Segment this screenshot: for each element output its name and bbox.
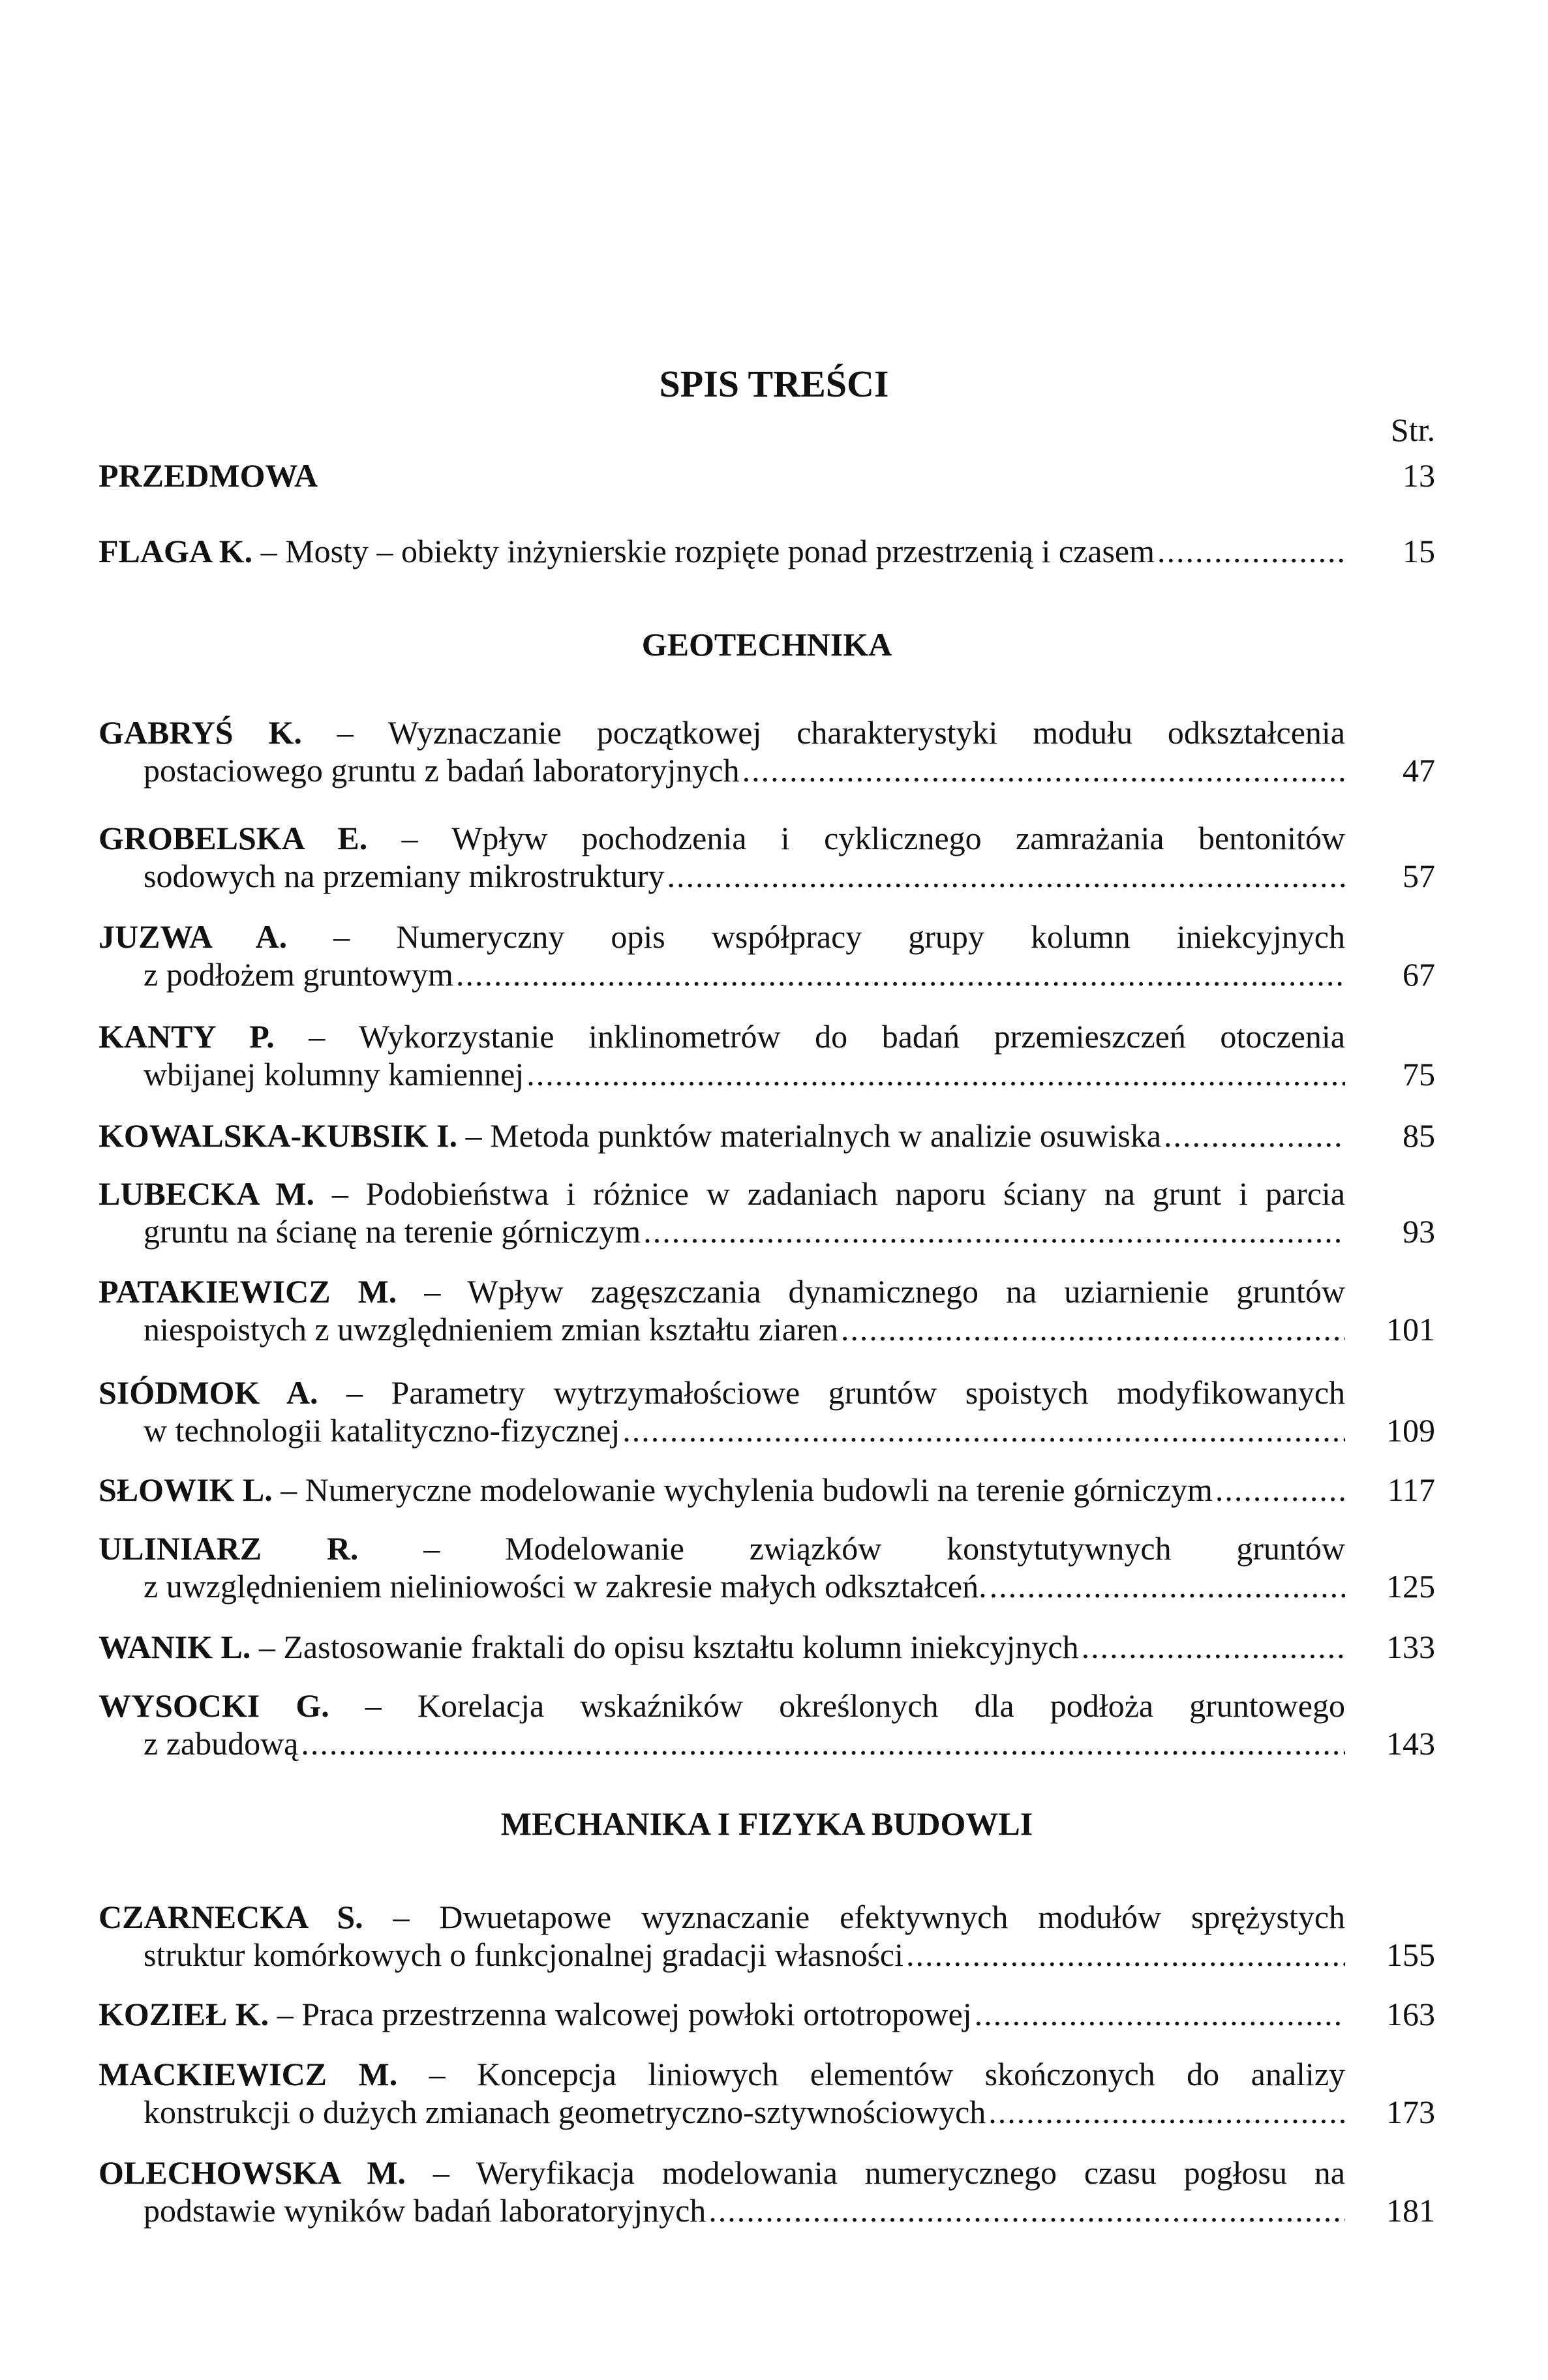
entry-title: Weryfikacja modelowania numerycznego czasu pogłosu na: [476, 2154, 1345, 2191]
entry-title-continued: konstrukcji o dużych zmianach geometryczno-sztywnościowych: [144, 2094, 986, 2130]
page-number: 67: [1403, 956, 1435, 993]
page-number: 133: [1386, 1629, 1435, 1665]
entry-author: JUZWA A.: [99, 918, 288, 955]
entry-title-continued: niespoistych z uwzględnieniem zmian kształtu ziaren: [144, 1311, 838, 1348]
toc-entry[interactable]: [99, 1628, 1435, 1666]
toc-entry[interactable]: [99, 2154, 1435, 2229]
entry-author: FLAGA K.: [99, 533, 253, 569]
page-number: 75: [1403, 1056, 1435, 1092]
dash: –: [393, 1899, 410, 1935]
entry-author: SŁOWIK L.: [99, 1471, 273, 1508]
dash: –: [309, 1018, 326, 1055]
toc-entry[interactable]: [99, 918, 1435, 993]
entry-author: KANTY P.: [99, 1018, 275, 1055]
dot-leader: [667, 857, 1345, 895]
entry-title-continued: wbijanej kolumny kamiennej: [144, 1056, 524, 1092]
dot-leader: [526, 1055, 1345, 1093]
entry-title-continued: w technologii katalityczno-fizycznej: [144, 1412, 620, 1449]
entry-title: Podobieństwa i różnice w zadaniach naporu ściany na grunt i parcia: [365, 1175, 1345, 1212]
dash: –: [258, 1629, 275, 1665]
entry-author: GABRYŚ K.: [99, 714, 302, 751]
dot-leader: [841, 1310, 1345, 1348]
entry-author: WYSOCKI G.: [99, 1687, 329, 1724]
section-heading: GEOTECHNIKA: [641, 626, 892, 663]
entry-title: Praca przestrzenna walcowej powłoki ortotropowej: [301, 1996, 972, 2032]
toc-entry[interactable]: [99, 1471, 1435, 1509]
toc-entry[interactable]: [99, 1374, 1435, 1449]
page-number: 85: [1403, 1117, 1435, 1154]
section-heading: MECHANIKA I FIZYKA BUDOWLI: [500, 1805, 1033, 1842]
dash: –: [429, 2056, 446, 2092]
entry-author: MACKIEWICZ M.: [99, 2056, 398, 2092]
toc-entry[interactable]: [99, 2055, 1435, 2131]
entry-title: Zastosowanie fraktali do opisu kształtu kolumn iniekcyjnych: [283, 1629, 1079, 1665]
entry-title: Korelacja wskaźników określonych dla podłoża gruntowego: [417, 1687, 1345, 1724]
entry-author: OLECHOWSKA M.: [99, 2154, 406, 2191]
toc-entry[interactable]: [99, 714, 1435, 789]
dot-leader: [990, 1567, 1345, 1605]
dash: –: [277, 1996, 294, 2032]
entry-title: Wpływ zagęszczania dynamicznego na uziarnienie gruntów: [467, 1273, 1345, 1310]
dash: –: [331, 1175, 348, 1212]
entry-title-continued: gruntu na ścianę na terenie górniczym: [144, 1213, 641, 1250]
page-number: 173: [1386, 2094, 1435, 2130]
toc-entry[interactable]: [99, 1898, 1435, 1974]
dot-leader: [1215, 1471, 1345, 1509]
dash: –: [281, 1471, 297, 1508]
entry-title: Koncepcja liniowych elementów skończonych do analizy: [477, 2056, 1345, 2092]
entry-title: Wykorzystanie inklinometrów do badań przemieszczeń otoczenia: [358, 1018, 1345, 1055]
toc-entry-preface[interactable]: [99, 457, 1435, 494]
dot-leader: [906, 1936, 1345, 1974]
dot-leader: [988, 2093, 1345, 2131]
toc-entry[interactable]: [99, 1529, 1435, 1605]
page-number: 101: [1386, 1311, 1435, 1348]
entry-title-continued: podstawie wyników badań laboratoryjnych: [144, 2192, 706, 2229]
entry-title: Dwuetapowe wyznaczanie efektywnych modułów sprężystych: [439, 1899, 1345, 1935]
entry-title: Wyznaczanie początkowej charakterystyki modułu odkształcenia: [387, 714, 1345, 751]
page-number: 181: [1386, 2192, 1435, 2229]
entry-author: ULINIARZ R.: [99, 1530, 359, 1567]
dot-leader: [301, 1725, 1345, 1762]
entry-author: PATAKIEWICZ M.: [99, 1273, 397, 1310]
entry-author: LUBECKA M.: [99, 1175, 315, 1212]
page-number: 109: [1386, 1412, 1435, 1449]
dot-leader: [1082, 1628, 1345, 1666]
toc-entry[interactable]: [99, 532, 1435, 570]
entry-title: Parametry wytrzymałościowe gruntów spoistych modyfikowanych: [391, 1374, 1345, 1411]
entry-title: Metoda punktów materialnych w analizie osuwiska: [490, 1117, 1162, 1154]
dot-leader: [622, 1411, 1345, 1449]
entry-title: Mosty – obiekty inżynierskie rozpięte ponad przestrzenią i czasem: [285, 533, 1155, 569]
entry-author: KOZIEŁ K.: [99, 1996, 269, 2032]
toc-entry[interactable]: [99, 819, 1435, 895]
dot-leader: [975, 1995, 1345, 2033]
dash: –: [333, 918, 350, 955]
dash: –: [465, 1117, 482, 1154]
page-number: 15: [1403, 533, 1435, 569]
dash: –: [346, 1374, 363, 1411]
toc-entry[interactable]: [99, 1273, 1435, 1348]
dot-leader: [1164, 1117, 1345, 1154]
page-number: 117: [1387, 1471, 1435, 1508]
dot-leader: [742, 751, 1345, 789]
dash: –: [424, 1273, 441, 1310]
dot-leader: [1157, 532, 1345, 570]
page-number: 143: [1386, 1725, 1435, 1762]
entry-title: Modelowanie związków konstytutywnych gruntów: [505, 1530, 1345, 1567]
entry-author: CZARNECKA S.: [99, 1899, 363, 1935]
toc-entry[interactable]: [99, 1995, 1435, 2033]
dash: –: [401, 820, 418, 856]
entry-title: Numeryczny opis współpracy grupy kolumn iniekcyjnych: [396, 918, 1345, 955]
dot-leader: [643, 1213, 1345, 1250]
page-number: 163: [1386, 1996, 1435, 2032]
page-number: 13: [1403, 457, 1435, 494]
toc-entry[interactable]: [99, 1687, 1435, 1762]
toc-entry[interactable]: [99, 1017, 1435, 1093]
toc-entry[interactable]: [99, 1175, 1435, 1250]
toc-entry[interactable]: [99, 1117, 1435, 1154]
entry-title-continued: z podłożem gruntowym: [144, 956, 453, 993]
entry-title-continued: sodowych na przemiany mikrostruktury: [144, 858, 665, 894]
entry-title: Numeryczne modelowanie wychylenia budowli na terenie górniczym: [305, 1471, 1213, 1508]
page-column-label: Str.: [1390, 412, 1435, 448]
page-number: 93: [1403, 1213, 1435, 1250]
dash: –: [433, 2154, 449, 2191]
preface-label: PRZEDMOWA: [99, 457, 318, 494]
page-number: 47: [1403, 752, 1435, 789]
dash: –: [260, 533, 277, 569]
page-number: 125: [1386, 1568, 1435, 1604]
dot-leader: [456, 956, 1345, 993]
entry-title-continued: z uwzględnieniem nieliniowości w zakresie małych odkształceń.: [144, 1568, 987, 1604]
page-number: 57: [1403, 858, 1435, 894]
entry-title-continued: postaciowego gruntu z badań laboratoryjnych: [144, 752, 740, 789]
entry-title-continued: struktur komórkowych o funkcjonalnej gradacji własności: [144, 1936, 903, 1973]
dash: –: [337, 714, 354, 751]
entry-title-continued: z zabudową: [144, 1725, 299, 1762]
entry-author: GROBELSKA E.: [99, 820, 368, 856]
dash: –: [423, 1530, 440, 1567]
dash: –: [365, 1687, 382, 1724]
entry-author: KOWALSKA-KUBSIK I.: [99, 1117, 458, 1154]
entry-title: Wpływ pochodzenia i cyklicznego zamrażania bentonitów: [451, 820, 1345, 856]
entry-author: WANIK L.: [99, 1629, 251, 1665]
entry-author: SIÓDMOK A.: [99, 1374, 318, 1411]
dot-leader: [708, 2192, 1345, 2229]
page-number: 155: [1386, 1936, 1435, 1973]
page-title: SPIS TREŚCI: [659, 363, 889, 405]
